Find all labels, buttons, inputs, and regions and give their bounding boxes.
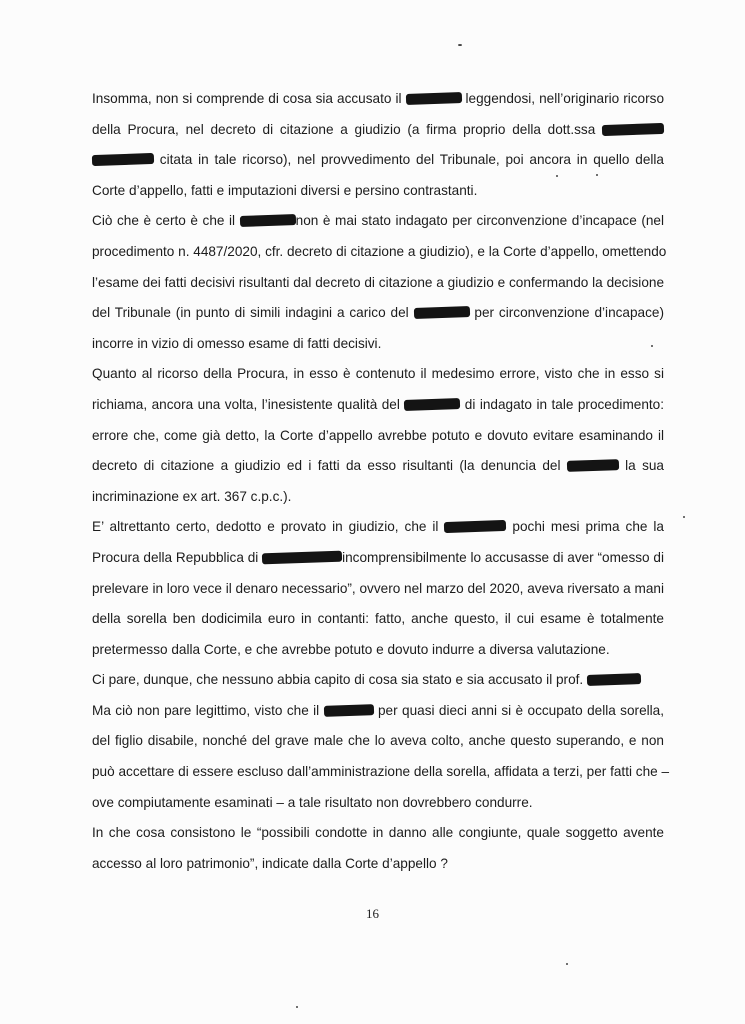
text-line: della Procura, nel decreto di citazione a giudizio (a firma proprio della dott.ssa <box>92 115 664 146</box>
scan-speck <box>651 345 653 347</box>
text-line: del figlio disabile, nonché del grave male che lo aveva colto, anche questo superando, e non <box>92 733 664 749</box>
redaction-mark <box>239 214 295 227</box>
text-line: Ma ciò non pare legittimo, visto che il per quasi dieci anni si è occupato della sorella, <box>92 702 665 718</box>
body-text <box>92 84 670 879</box>
redaction-mark <box>567 459 619 472</box>
text-line: Procura della Repubblica di incomprensibilmente lo accusasse di aver “omesso di <box>92 549 664 565</box>
scan-speck <box>296 1006 298 1008</box>
redaction-mark <box>444 520 506 533</box>
text-line: richiama, ancora una volta, l’inesistente qualità del di indagato in tale procedimento: <box>92 396 665 412</box>
text-line: errore che, come già detto, la Corte d’appello avrebbe potuto e dovuto evitare esaminando il <box>92 427 664 443</box>
text-line: prelevare in loro vece il denaro necessario”, ovvero nel marzo del 2020, aveva riversato a mani <box>92 580 664 596</box>
text-line: decreto di citazione a giudizio ed i fatti da esso risultanti (la denuncia del la sua <box>92 458 664 474</box>
text-line: può accettare di essere escluso dall’amministrazione della sorella, affidata a terzi, per fatti che – <box>92 764 670 780</box>
scan-speck <box>683 516 685 518</box>
text-line: incriminazione ex art. 367 c.p.c.). <box>92 488 292 504</box>
redaction-mark <box>92 153 154 166</box>
text-line: l’esame dei fatti decisivi risultanti dal decreto di citazione a giudizio e confermando la decisione <box>92 274 664 290</box>
text-line: pretermesso dalla Corte, e che avrebbe potuto e dovuto indurre a diversa valutazione. <box>92 641 610 657</box>
text-line: ove compiutamente esaminati – a tale risultato non dovrebbero condurre. <box>92 794 533 810</box>
text-line: procedimento n. 4487/2020, cfr. decreto di citazione a giudizio), e la Corte d’appello, omettendo <box>92 243 667 259</box>
scan-speck <box>566 963 568 965</box>
redaction-mark <box>413 306 469 319</box>
text-line: Quanto al ricorso della Procura, in esso è contenuto il medesimo errore, visto che in esso si <box>92 366 664 382</box>
text-line: Ci pare, dunque, che nessuno abbia capito di cosa sia stato e sia accusato il prof. <box>92 665 664 696</box>
text-line: accesso al loro patrimonio”, indicate dalla Corte d’appello ? <box>92 855 448 871</box>
text-line: Corte d’appello, fatti e imputazioni diversi e persino contrastanti. <box>92 182 478 198</box>
scan-speck <box>596 174 598 176</box>
scan-speck <box>458 44 462 46</box>
text-line: della sorella ben dodicimila euro in contanti: fatto, anche questo, il cui esame è totalmente <box>92 611 664 627</box>
redaction-mark <box>587 673 641 686</box>
page-number: 16 <box>366 906 379 921</box>
redaction-mark <box>262 551 342 565</box>
text-line: incorre in vizio di omesso esame di fatti decisivi. <box>92 335 382 351</box>
text-line: Ciò che è certo è che il non è mai stato indagato per circonvenzione d’incapace (nel <box>92 213 664 229</box>
text-line: del Tribunale (in punto di simili indagini a carico del per circonvenzione d’incapace) <box>92 305 664 321</box>
redaction-mark <box>405 92 461 105</box>
redaction-mark <box>323 704 373 717</box>
text-line: citata in tale ricorso), nel provvedimento del Tribunale, poi ancora in quello della <box>92 145 664 176</box>
text-line: In che cosa consistono le “possibili condotte in danno alle congiunte, quale soggetto avente <box>92 825 664 841</box>
text-line: E’ altrettanto certo, dedotto e provato in giudizio, che il pochi mesi prima che la <box>92 519 664 535</box>
text-line: Insomma, non si comprende di cosa sia accusato il leggendosi, nell’originario ricorso <box>92 91 665 106</box>
redaction-mark <box>602 123 664 136</box>
scan-speck <box>556 175 558 177</box>
redaction-mark <box>404 398 460 411</box>
